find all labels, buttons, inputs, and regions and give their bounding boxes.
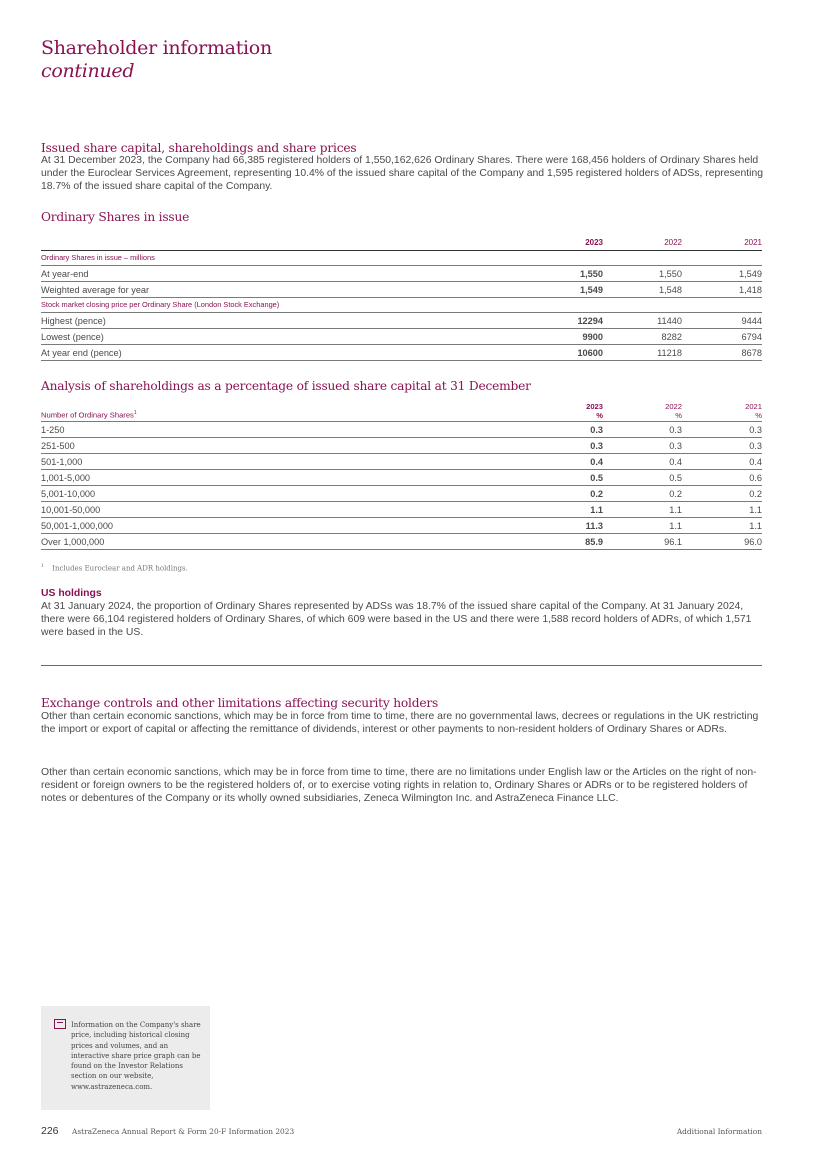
table-section-label: Stock market closing price per Ordinary Share (London Stock Exchange) [41,298,762,313]
row-label: Lowest (pence) [41,329,523,345]
analysis-heading: Analysis of shareholdings as a percentage of issued share capital at 31 December [41,379,531,393]
cell-2021: 6794 [682,329,762,345]
info-box [41,1006,210,1110]
us-holdings-paragraph: At 31 January 2024, the proportion of Ordinary Shares represented by ADSs was 18.7% of the issued share capital of the Company. At 31 January 2024, there were 66,104 registered holders of Ordinary Shares, of which 609 were based in the US and there were 1,588 record holders of ADRs, of which 1,571 were based in the US. [41,601,752,638]
table-row: 5,001-10,000 0.2 0.2 0.2 [41,486,762,502]
footnote-marker: 1 [133,410,137,417]
table-row: 10,001-50,000 1.1 1.1 1.1 [41,502,762,518]
table-header-row [41,236,762,251]
year-header: 2021 [682,236,762,251]
table-row: 1-250 0.3 0.3 0.3 [41,422,762,438]
cell-2021: 8678 [682,345,762,361]
cell-2023: 1,550 [523,266,603,282]
cell-2021: 1,549 [682,266,762,282]
table-row [41,282,762,298]
cell-2022: 8282 [603,329,682,345]
section-divider [41,665,762,666]
exchange-controls-paragraph-2: Other than certain economic sanctions, which may be in force from time to time, there are no limitations under English law or the Articles on the right of non-resident or foreign owners to be the registered holders of, or to exercise voting rights in relation to, Ordinary Shares or ADRs or to be registered holders of notes or debentures of the Company or its wholly owned subsidiaries, Zeneca Wilmington Inc. and AstraZeneca Finance LLC. [41,767,757,804]
row-label: Highest (pence) [41,313,523,329]
cell-2023: 1,549 [523,282,603,298]
table-header-row [41,400,762,422]
shareholdings-analysis-table [41,400,762,550]
table-row [41,313,762,329]
exchange-controls-heading: Exchange controls and other limitations affecting security holders [41,696,439,710]
table-row: 50,001-1,000,000 11.3 1.1 1.1 [41,518,762,534]
year-header: 2022 % [603,400,682,422]
us-holdings-heading: US holdings [41,588,102,599]
year-header: 2022 [603,236,682,251]
table-section-label: Ordinary Shares in issue – millions [41,251,762,266]
exchange-controls-paragraph-1: Other than certain economic sanctions, which may be in force from time to time, there are no governmental laws, decrees or regulations in the UK restricting the import or export of capital or affecting the remittance of dividends, interest or other payments to non-resident holders of Ordinary Shares or ADRs. [41,711,759,735]
table-row: 501-1,000 0.4 0.4 0.4 [41,454,762,470]
table-row: 1,001-5,000 0.5 0.5 0.6 [41,470,762,486]
table-row [41,329,762,345]
cell-2023: 10600 [523,345,603,361]
table-footnote: $^1$ Includes Euroclear and ADR holdings. [41,563,188,573]
table-row [41,266,762,282]
cell-2022: 1,548 [603,282,682,298]
page-number: 226 [41,1125,59,1137]
row-label: At year-end [41,266,523,282]
info-box-text: Information on the Company's share price, including historical closing prices and volumes, and an interactive share price graph can be found on the Investor Relations section on our website, www.astrazeneca.com. [71,1021,201,1091]
table-row [41,345,762,361]
page-title: Shareholder information [41,37,272,59]
table-row: Over 1,000,000 85.9 96.1 96.0 [41,534,762,550]
issued-share-heading: Issued share capital, shareholdings and share prices [41,141,357,155]
cell-2023: 12294 [523,313,603,329]
column-label: Number of Ordinary Shares$^1$ [41,400,523,422]
year-header: 2021 % [682,400,762,422]
row-label: At year end (pence) [41,345,523,361]
year-header: 2023 [523,236,603,251]
cell-2021: 1,418 [682,282,762,298]
cell-2022: 1,550 [603,266,682,282]
row-label: Weighted average for year [41,282,523,298]
cell-2021: 9444 [682,313,762,329]
year-header: 2023 % [523,400,603,422]
section-name: Additional Information [676,1127,762,1136]
page-subtitle: continued [41,60,135,82]
cell-2022: 11218 [603,345,682,361]
report-title: AstraZeneca Annual Report & Form 20-F Information 2023 [72,1127,295,1136]
table-row: 251-500 0.3 0.3 0.3 [41,438,762,454]
issued-share-paragraph: At 31 December 2023, the Company had 66,385 registered holders of 1,550,162,626 Ordinary Shares. There were 168,456 holders of Ordinary Shares held under the Euroclear Services Agreement, representing 10.4% of the issued share capital of the Company and 1,595 registered holders of ADSs, representing 18.7% of the issued share capital of the Company. [41,155,763,192]
shares-in-issue-heading: Ordinary Shares in issue [41,210,190,224]
shares-in-issue-table [41,236,762,361]
web-link-icon [54,1019,66,1029]
cell-2023: 9900 [523,329,603,345]
cell-2022: 11440 [603,313,682,329]
